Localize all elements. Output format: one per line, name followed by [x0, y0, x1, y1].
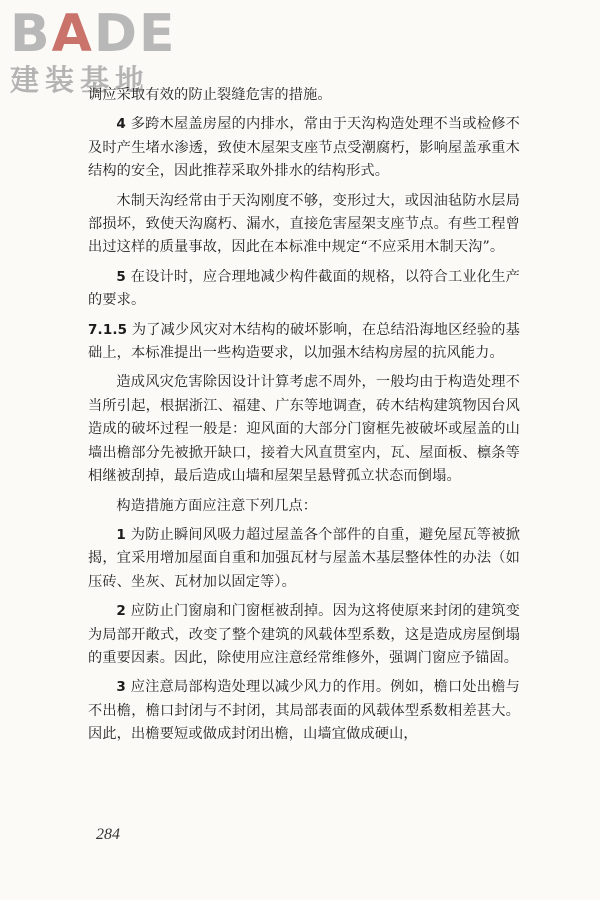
- paragraph: 木制天沟经常由于天沟刚度不够，变形过大，或因油毡防水层局部损坏，致使天沟腐朽、漏水，直接危害屋架支座节点。有些工程曾出过这样的质量事故，因此在本标准中规定“不应采用木制天沟”。: [88, 192, 520, 256]
- brand-logo-wordmark: BADE: [10, 4, 177, 64]
- item-number: 3: [116, 679, 126, 696]
- item-number: 5: [116, 268, 126, 285]
- paragraph-item-1: 1 为防止瞬间风吸力超过屋盖各个部件的自重，避免屋瓦等被掀揭，宜采用增加屋面自重和加强瓦材与屋盖木基层整体性的办法（如压砖、坐灰、瓦材加以固定等）。: [88, 526, 520, 590]
- paragraph: 构造措施方面应注意下列几点：: [116, 497, 318, 514]
- item-number: 2: [116, 603, 126, 620]
- clause-number: 7.1.5: [88, 321, 128, 338]
- brand-logo-subtitle: 建装基地: [10, 63, 151, 97]
- document-body: [88, 84, 520, 753]
- paragraph-item-3: 3 应注意局部构造处理以减少风力的作用。例如，檐口处出檐与不出檐，檐口封闭与不封闭，其局部表面的风载体型系数相差甚大。因此，出檐要短或做成封闭出檐，山墙宜做成硬山，: [88, 679, 520, 743]
- paragraph-item-2: 2 应防止门窗扇和门窗框被刮掉。因为这将使原来封闭的建筑变为局部开敞式，改变了整个建筑的风载体型系数，这是造成房屋倒塌的重要因素。因此，除使用应注意经常维修外，强调门窗应予锚固。: [88, 603, 520, 666]
- item-number: 1: [116, 526, 126, 543]
- item-number: 4: [116, 116, 126, 133]
- paragraph-item-5: 5 在设计时，应合理地减少构件截面的规格，以符合工业化生产的要求。: [88, 268, 520, 309]
- page-number: 284: [96, 826, 120, 843]
- paragraph-continuation: 调应采取有效的防止裂缝危害的措施。: [88, 87, 332, 103]
- paragraph: 造成风灾危害除因设计计算考虑不周外，一般均由于构造处理不当所引起，根据浙江、福建、广东等地调查，砖木结构建筑物因台风造成的破坏过程一般是：迎风面的大部分门窗框先被破坏或屋盖的山墙出檐部分先被掀开缺口，接着大风直贯室内，瓦、屋面板、檩条等相继被刮掉，最后造成山墙和屋架呈悬臂孤立状态而倒塌。: [88, 374, 520, 485]
- paragraph-clause-7-1-5: 7.1.5 为了减少风灾对木结构的破坏影响，在总结沿海地区经验的基础上，本标准提出一些构造要求，以加强木结构房屋的抗风能力。: [88, 321, 520, 362]
- paragraph-item-4: 4 多跨木屋盖房屋的内排水，常由于天沟构造处理不当或检修不及时产生堵水渗透，致使木屋架支座节点受潮腐朽，影响屋盖承重木结构的安全，因此推荐采取外排水的结构形式。: [88, 116, 520, 180]
